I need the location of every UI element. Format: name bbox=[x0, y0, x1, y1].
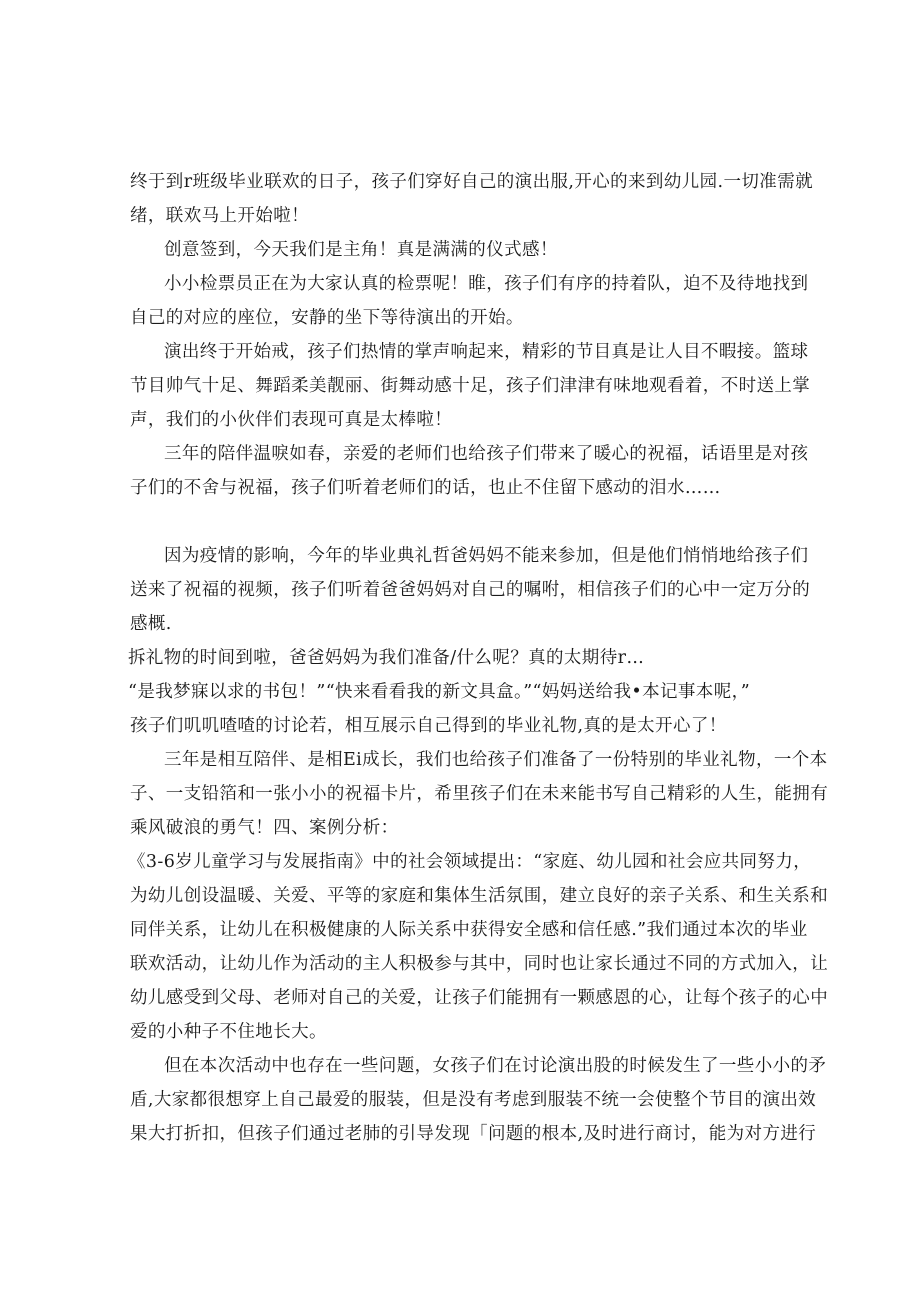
text-line: 拆礼物的时间到啦，爸爸妈妈为我们准备/什么呢？真的太期待r… bbox=[128, 648, 645, 668]
text-line: 子们的不舍与祝福，孩子们听着老师们的话，也止不住留下感动的泪水…… bbox=[130, 478, 721, 498]
text-line: 联欢活动，让幼儿作为活动的主人积极参与其中，同时也让家长通过不同的方式加入，让 bbox=[130, 954, 829, 974]
text-line: 送来了祝福的视频，孩子们听着爸爸妈妈对自己的嘱咐，相信孩子们的心中一定万分的 bbox=[130, 580, 811, 600]
text-line: 声，我们的小伙伴们表现可真是太棒啦！ bbox=[130, 410, 453, 430]
text-line: 演出终于开始戒，孩子们热情的掌声响起来，精彩的节目真是让人目不暇接。篮球 bbox=[164, 342, 809, 362]
text-line: 终于到r班级毕业联欢的日子，孩子们穿好自己的演出服,开心的来到幼儿园.一切准需就 bbox=[130, 172, 813, 192]
text-line: 创意签到，今天我们是主角！真是满满的仪式感！ bbox=[164, 240, 558, 260]
text-line: 为幼儿创设温暖、关爱、平等的家庭和集体生活氛围，建立良好的亲子关系、和生关系和 bbox=[130, 886, 829, 906]
text-line: 子、一支铅箔和一张小小的祝福卡片，希里孩子们在未来能书写自己精彩的人生，能拥有 bbox=[130, 784, 829, 804]
text-line: 果大打折扣，但孩子们通过老肺的引导发现「问题的根本,及时进行商讨，能为对方进行 bbox=[130, 1124, 817, 1144]
text-line: 幼儿感受到父母、老师对自己的关爱，让孩子们能拥有一颗感恩的心，让每个孩子的心中 bbox=[130, 988, 829, 1008]
text-line: 《3-6岁儿童学习与发展指南》中的社会领域提出：“家庭、幼儿园和社会应共同努力， bbox=[128, 852, 812, 872]
text-line: 爱的小种子不住地长大。 bbox=[130, 1022, 327, 1042]
text-line: 自己的对应的座位，安静的坐下等待演出的开始。 bbox=[130, 308, 524, 328]
text-line: 节目帅气十足、舞蹈柔美靓丽、街舞动感十足，孩子们津津有味地观看着，不时送上掌 bbox=[130, 376, 811, 396]
text-line: 绪，联欢马上开始啦！ bbox=[130, 206, 309, 226]
text-line: 小小检票员正在为大家认真的检票呢！睢，孩子们有序的持着队，迫不及待地找到 bbox=[164, 274, 809, 294]
text-line: 三年的陪伴温唳如春，亲爱的老师们也给孩子们带来了暖心的祝福，话语里是对孩 bbox=[164, 444, 809, 464]
text-line: “是我梦寐以求的书包！”“快来看看我的新文具盒。”“妈妈送给我•本记事本呢，” bbox=[128, 682, 751, 702]
text-line: 感概. bbox=[130, 614, 172, 634]
text-line: 孩子们叽叽喳喳的讨论若，相互展示自己得到的毕业礼物,真的是太开心了！ bbox=[130, 716, 727, 736]
text-line: 乘风破浪的勇气！四、案例分析： bbox=[130, 818, 399, 838]
text-line: 但在本次活动中也存在一些问题，女孩子们在讨论演出股的时候发生了一些小小的矛 bbox=[164, 1056, 827, 1076]
text-line: 三年是相互陪伴、是相Ei成长，我们也给孩子们准备了一份特别的毕业礼物，一个本 bbox=[164, 750, 828, 770]
text-line: 同伴关系，让幼儿在积极健康的人际关系中获得安全感和信任感.”我们通过本次的毕业 bbox=[130, 920, 808, 940]
text-line: 因为疫情的影响，今年的毕业典礼哲爸妈妈不能来参加，但是他们悄悄地给孩子们 bbox=[164, 546, 809, 566]
text-line: 盾,大家都很想穿上自己最爱的服装，但是没有考虑到服装不统一会使整个节目的演出效 bbox=[130, 1090, 817, 1110]
